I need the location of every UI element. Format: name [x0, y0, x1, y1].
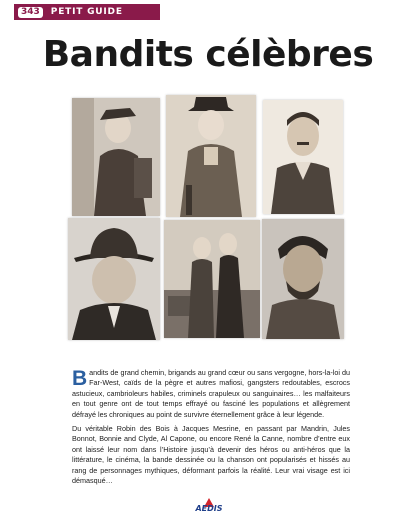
photo-bearded-man — [262, 219, 344, 339]
photo-fedora-gangster — [68, 218, 160, 340]
issue-number: 343 — [18, 7, 43, 18]
drop-cap: B — [72, 367, 88, 390]
series-bar — [14, 4, 160, 20]
publisher-logo — [188, 497, 230, 515]
photo-cowboy-hat — [166, 95, 256, 217]
photo-mugshot — [263, 100, 343, 214]
intro-paragraph — [72, 368, 350, 420]
intro-paragraph-text: andits de grand chemin, brigands au grand cœur ou sans vergogne, hors-la-loi du Far-West, caïds de la pègre et autres mafiosi, gangsters redoutables, escrocs astucieux, cambrioleurs habiles, criminels crapuleux ou sanguinaires… les malfaiteurs en tout genre ont de tout temps effrayé ou fasciné les populations et allègrement défrayé les chroniques au point de survivre éternellement grâce à leur légende. — [72, 368, 350, 419]
page-title: Bandits célèbres — [42, 34, 374, 75]
second-paragraph: Du véritable Robin des Bois à Jacques Mesrine, en passant par Mandrin, Jules Bonnot, Bonnie and Clyde, Al Capone, ou encore René la Canne, nombre d’entre eux ont laissé leur nom dans l’Histoire jusqu’à devenir des héros ou anti-héros que la littérature, le cinéma, la bande dessinée ou la chanson ont popularisés et hissés au rang de personnages mythiques, déformant parfois la réalité. Leur vrai visage est ici démasqué… — [72, 424, 350, 486]
publisher-name: AEDIS — [195, 504, 223, 513]
photo-outlaw-costume — [72, 98, 160, 216]
series-name: PETIT GUIDE — [50, 7, 123, 17]
photo-couple-car — [164, 220, 260, 338]
